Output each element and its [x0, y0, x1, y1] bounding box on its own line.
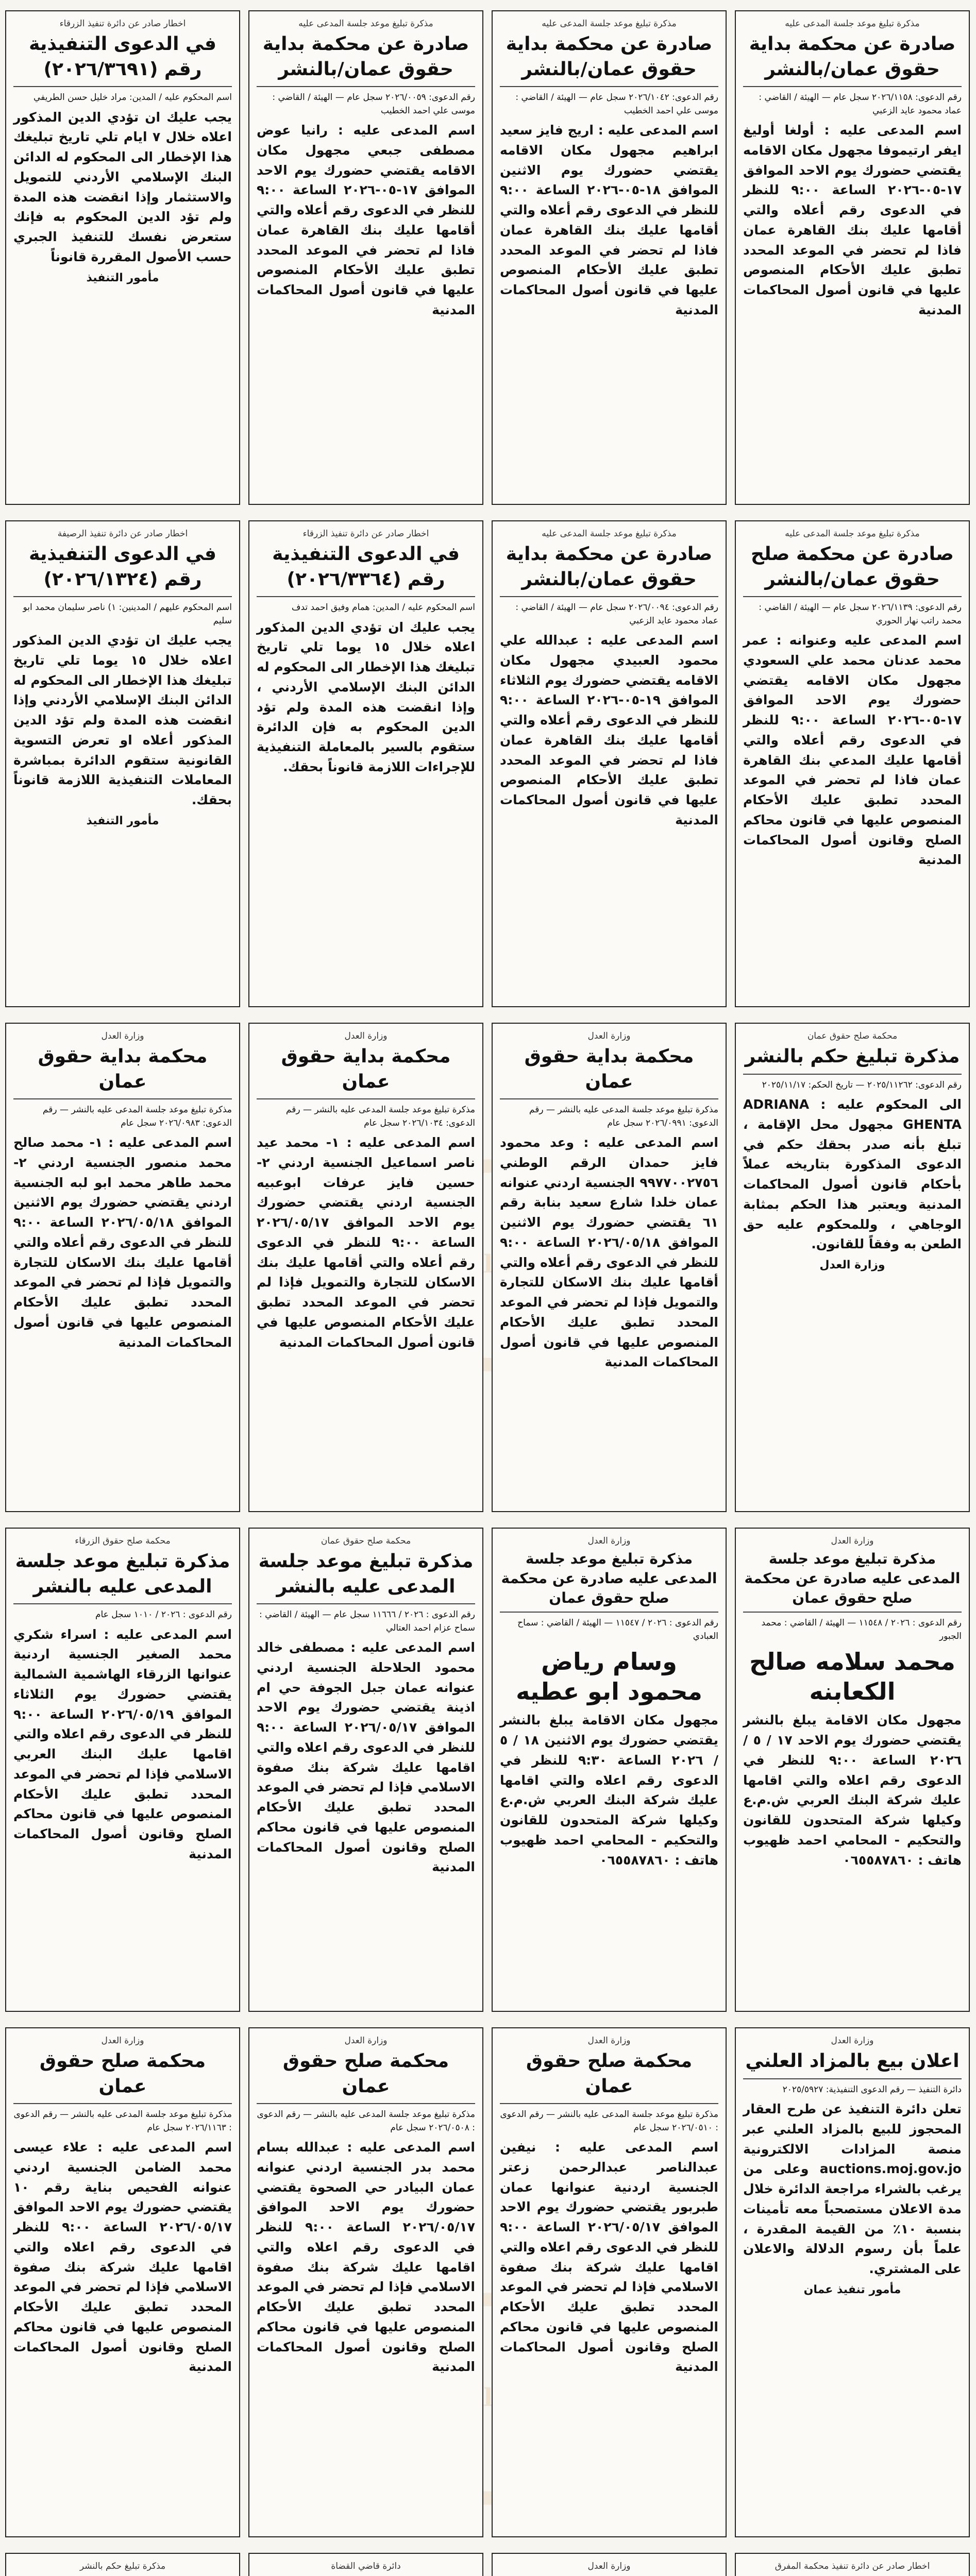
notice-body: يجب عليك ان تؤدي الدين المذكور اعلاه خلال ١٥ يوما تلي تاريخ تبليغك هذا الإخطار الى المحكوم له الدائن البنك الإسلامي الأردني وإذا انقضت هذه المدة ولم تؤد الدين المذكور أعلاه او تعرض التسوية القانونية ستقوم الدائرة بمباشرة المعاملات التنفيذية اللازمة قانوناً بحقك.: [13, 633, 232, 808]
notice-header: محكمة صلح حقوق الزرقاء: [75, 1536, 171, 1546]
notice-header: وزارة العدل: [344, 2036, 388, 2046]
divider: [743, 1074, 962, 1075]
legal-notice: [5, 1528, 240, 2012]
legal-notice: [248, 2553, 483, 2576]
notice-title: صادرة عن محكمة بداية حقوق عمان/بالنشر: [749, 33, 956, 80]
notice-header: وزارة العدل: [587, 2036, 631, 2046]
notice-body: اسم المدعى عليه : علاء عيسى محمد الضامن الجنسية اردني عنوانه الفحيص بناية رقم ١٠ يقتضي حضورك يوم الاحد الموافق ٢٠٢٦/٠٥/١٧ الساعة ٩:٠٠ للنظر في الدعوى رقم اعلاه والتي اقامها عليك شركة بنك صفوة الاسلامي فإذا لم تحضر في الموعد المحدد تطبق عليك الأحكام المنصوص عليها في قانون محاكم الصلح وقانون أصول المحاكمات المدنية: [13, 2140, 232, 2375]
notice-signature: مأمور تنفيذ عمان: [803, 2283, 901, 2296]
notice-title: محكمة صلح حقوق عمان: [526, 2050, 693, 2097]
legal-notice: [492, 1528, 727, 2012]
divider: [743, 1612, 962, 1613]
legal-notice: [248, 520, 483, 1007]
divider: [257, 2103, 475, 2104]
divider: [500, 2103, 718, 2104]
notice-title: مذكرة تبليغ موعد جلسة المدعى عليه صادرة عن محكمة صلح حقوق عمان: [501, 1550, 717, 1606]
notice-header: وزارة العدل: [587, 2561, 631, 2571]
legal-notice: [492, 2027, 727, 2537]
notice-body: يجب عليك ان تؤدي الدين المذكور اعلاه خلال ١٥ يوما تلي تاريخ تبليغك هذا الإخطار الى المحكوم له الدائن البنك الإسلامي الأردني ، وإذا انقضت هذه المدة ولم تؤد الدين المحكوم به فإن الدائرة ستقوم بالسير بالمعاملة التنفيذية للإجراءات اللازمة قانوناً بحقك.: [257, 619, 475, 774]
notice-title: مذكرة تبليغ موعد جلسة المدعى عليه صادرة عن محكمة صلح حقوق عمان: [744, 1550, 961, 1606]
legal-notice: [735, 1528, 970, 2012]
case-meta: رقم الدعوى : ٢٠٢٦ / ١١٦٦٦ سجل عام — الهيئة / القاضي : سماح عزام احمد العتالي: [259, 1609, 475, 1633]
case-meta: مذكرة تبليغ موعد جلسة المدعى عليه بالنشر — رقم الدعوى : ٢٠٢٦/٠٥٠٨ سجل عام: [257, 2109, 475, 2133]
case-meta: مذكرة تبليغ موعد جلسة المدعى عليه بالنشر — رقم الدعوى: ٢٠٢٦/١٠٣٤ سجل عام: [285, 1105, 475, 1128]
notice-title: صادرة عن محكمة بداية حقوق عمان/بالنشر: [506, 33, 713, 80]
notice-body: يجب عليك ان تؤدي الدين المذكور اعلاه خلال ٧ ايام تلي تاريخ تبليغك هذا الإخطار الى المحكوم له الدائن البنك الإسلامي الأردني للتمويل والاستثمار وإذا انقضت هذه المدة ولم تؤد الدين المحكوم به فإنك ستعرض نفسك للتنفيذ الجبري حسب الأصول المقررة قانوناً: [13, 109, 232, 264]
divider: [13, 1098, 232, 1099]
notice-row: [0, 1528, 976, 2012]
notice-header: وزارة العدل: [101, 2036, 144, 2046]
legal-notice: [5, 2027, 240, 2537]
legal-notice: [5, 520, 240, 1007]
legal-notice: [248, 1528, 483, 2012]
divider: [500, 86, 718, 87]
divider: [257, 1603, 475, 1604]
legal-notice: [735, 2553, 970, 2576]
divider: [500, 1098, 718, 1099]
notice-title: محكمة بداية حقوق عمان: [281, 1046, 451, 1092]
notice-title: في الدعوى التنفيذية رقم (٢٠٢٦/٣٣٦٤): [272, 544, 460, 590]
case-meta: اسم المحكوم عليه / المدين: همام وفيق احمد تدف: [291, 602, 475, 613]
case-meta: رقم الدعوى: ٢٠٢٦/١١٥٨ سجل عام — الهيئة / القاضي : عماد محمود عايد الزعبي: [759, 92, 962, 116]
notice-title: صادرة عن محكمة صلح حقوق عمان/بالنشر: [751, 544, 954, 590]
notice-header: محكمة صلح حقوق عمان: [321, 1536, 411, 1546]
legal-notice: [735, 520, 970, 1007]
legal-notice: [735, 10, 970, 505]
legal-notice: [735, 1023, 970, 1512]
notice-header: مذكرة تبليغ موعد جلسة المدعى عليه: [542, 529, 677, 539]
notice-body: مجهول مكان الاقامة يبلغ بالنشر يقتضي حضورك يوم الاثنين ١٨ / ٥ / ٢٠٢٦ الساعة ٩:٣٠ للنظر في الدعوى رقم اعلاه والتي اقامها عليك شركة البنك العربي ش.م.ع وكيلها شركة المتحدون للقانون والتحكيم - المحامي احمد ظهيوب هاتف : ٠٦٥٥٨٧٨٦٠: [500, 1713, 719, 1868]
notice-body: تعلن دائرة التنفيذ عن طرح العقار المحجوز للبيع بالمزاد العلني عبر منصة المزادات الالكترونية auctions.moj.gov.jo وعلى من يرغب بالشراء مراجعة الدائرة خلال مدة الاعلان مستصحباً معه تأمينات بنسبة ١٠٪ من القيمة المقدرة ، علماً بأن رسوم الدلالة والاعلان على المشتري.: [743, 2102, 962, 2277]
notice-body: اسم المدعى عليه : ١- محمد صالح محمد منصور الجنسية اردني ٢- محمد طاهر محمد ابو لبه الجنسية اردني يقتضي حضورك يوم الاثنين الموافق ٢٠٢٦/٠٥/١٨ الساعة ٩:٠٠ للنظر في الدعوى رقم أعلاه والتي أقامها عليك بنك الاسكان للتجارة والتمويل فإذا لم تحضر في الموعد المحدد تطبق عليك الأحكام المنصوص عليها في قانون أصول المحاكمات المدنية: [13, 1135, 232, 1350]
case-meta: رقم الدعوى: ٢٠٢٦/٠٠٩٤ سجل عام — الهيئة / القاضي : عماد محمود عايد الزعبي: [515, 602, 718, 626]
legal-notice: [248, 2027, 483, 2537]
legal-notice: [248, 10, 483, 505]
legal-notice: [5, 1023, 240, 1512]
notice-body: اسم المدعى عليه : ١- محمد عيد ناصر اسماعيل الجنسية اردني ٢- حسين فايز عرفات ابوعبيه الجنسية اردني يقتضي حضورك يوم الاحد الموافق ٢٠٢٦/٠٥/١٧ الساعة ٩:٠٠ للنظر في الدعوى رقم أعلاه والتي أقامها عليك بنك الاسكان للتجارة والتمويل فإذا لم تحضر في الموعد المحدد تطبق عليك الأحكام المنصوص عليها في قانون أصول المحاكمات المدنية: [257, 1135, 475, 1350]
notice-header: وزارة العدل: [587, 1536, 631, 1546]
legal-notice: [5, 10, 240, 505]
notice-row: [0, 2027, 976, 2537]
notice-header: مذكرة تبليغ موعد جلسة المدعى عليه: [785, 19, 920, 29]
divider: [257, 1098, 475, 1099]
divider: [500, 596, 718, 597]
case-meta: رقم الدعوى : ٢٠٢٦ / ١٠١٠ سجل عام: [95, 1609, 232, 1620]
divider: [257, 596, 475, 597]
notice-title: في الدعوى التنفيذية رقم (٢٠٢٦/١٣٢٤): [29, 544, 216, 590]
case-meta: رقم الدعوى: ٢٠٢٦/١٠٤٢ سجل عام — الهيئة / القاضي : موسى علي احمد الخطيب: [515, 92, 718, 116]
defendant-name: محمد سلامه صالح الكعابنه: [749, 1648, 955, 1705]
notice-header: مذكرة تبليغ حكم بالنشر: [79, 2561, 166, 2571]
notice-title: صادرة عن محكمة بداية حقوق عمان/بالنشر: [506, 544, 713, 590]
notice-signature: وزارة العدل: [819, 1259, 885, 1272]
notice-row: [0, 1023, 976, 1512]
divider: [500, 1612, 718, 1613]
notice-title: في الدعوى التنفيذية رقم (٢٠٢٦/٣٦٩١): [29, 33, 216, 80]
legal-notice: [735, 2027, 970, 2537]
notice-header: اخطار صادر عن دائرة تنفيذ الزرقاء: [302, 529, 429, 539]
notice-signature: مأمور التنفيذ: [86, 271, 159, 284]
notice-body: اسم المدعى عليه : وعد محمود فايز حمدان الرقم الوطني ٩٩٧٧٠٠٢٧٥٦ الجنسية اردني عنوانه عمان خلدا شارع سعيد بنابة رقم ٦١ يقتضي حضورك يوم الاثنين الموافق ٢٠٢٦/٠٥/١٨ الساعة ٩:٠٠ للنظر في الدعوى رقم أعلاه والتي أقامها عليك بنك الاسكان للتجارة والتمويل فإذا لم تحضر في الموعد المحدد تطبق عليك الأحكام المنصوص عليها في قانون أصول المحاكمات المدنية: [500, 1135, 718, 1370]
notice-header: مذكرة تبليغ موعد جلسة المدعى عليه: [298, 19, 433, 29]
case-meta: رقم الدعوى: ٢٠٢٦/٠٠٥٩ سجل عام — الهيئة / القاضي : موسى علي احمد الخطيب: [272, 92, 475, 116]
notice-body: اسم المدعى عليه : مصطفى خالد محمود الحلاحلة الجنسية اردني عنوانه عمان جبل الجوفة حي ام اذينة يقتضي حضورك يوم الاحد الموافق ٢٠٢٦/٠٥/١٧ الساعة ٩:٠٠ للنظر في الدعوى رقم اعلاه والتي اقامها عليك شركة بنك صفوة الاسلامي فإذا لم تحضر في الموعد المحدد تطبق عليك الأحكام المنصوص عليها في قانون محاكم الصلح وقانون أصول المحاكمات المدنية: [257, 1640, 475, 1875]
notice-header: وزارة العدل: [344, 1031, 388, 1041]
divider: [13, 1603, 232, 1604]
legal-notice: [5, 2553, 240, 2576]
legal-notice: [492, 2553, 727, 2576]
notice-header: اخطار صادر عن دائرة تنفيذ الرصيفة: [57, 529, 188, 539]
notice-header: وزارة العدل: [831, 1536, 874, 1546]
notice-title: محكمة صلح حقوق عمان: [39, 2050, 206, 2097]
legal-notice: [492, 10, 727, 505]
divider: [13, 596, 232, 597]
divider: [13, 2103, 232, 2104]
notice-row: [0, 520, 976, 1007]
notice-row: [0, 2553, 976, 2576]
notice-header: دائرة قاضي القضاة: [331, 2561, 401, 2571]
notice-header: محكمة صلح حقوق عمان: [807, 1031, 898, 1041]
legal-notice: [492, 520, 727, 1007]
notice-body: مجهول مكان الاقامة يبلغ بالنشر يقتضي حضورك يوم الاحد ١٧ / ٥ / ٢٠٢٦ الساعة ٩:٠٠ للنظر في الدعوى رقم اعلاه والتي اقامها عليك شركة البنك العربي ش.م.ع وكيلها شركة المتحدون للقانون والتحكيم - المحامي احمد ظهيوب هاتف : ٠٦٥٥٨٧٨٦٠: [743, 1713, 962, 1868]
case-meta: رقم الدعوى: ٢٠٢٦/١١٣٩ سجل عام — الهيئة / القاضي : محمد راتب نهار الحوري: [759, 602, 962, 626]
notice-title: محكمة بداية حقوق عمان: [524, 1046, 694, 1092]
notice-header: وزارة العدل: [831, 2036, 874, 2046]
notice-title: محكمة بداية حقوق عمان: [38, 1046, 208, 1092]
notice-body: اسم المدعى عليه : اسراء شكري محمد الصغير الجنسية اردنية عنوانها الزرقاء الهاشمية الشمالية يقتضي حضورك يوم الثلاثاء الموافق ٢٠٢٦/٠٥/١٩ الساعة ٩:٠٠ للنظر في الدعوى رقم اعلاه والتي اقامها عليك البنك العربي الاسلامي فإذا لم تحضر في الموعد المحدد تطبق عليك الأحكام المنصوص عليها في قانون محاكم الصلح وقانون أصول المحاكمات المدنية: [13, 1626, 232, 1861]
case-meta: دائرة التنفيذ — رقم الدعوى التنفيذية: ٢٠٢٥/٥٩٢٧: [782, 2084, 962, 2095]
notice-title: مذكرة تبليغ موعد جلسة المدعى عليه بالنشر: [258, 1551, 474, 1597]
notice-title: مذكرة تبليغ موعد جلسة المدعى عليه بالنشر: [15, 1551, 230, 1597]
notice-body: الى المحكوم عليه : ADRIANA GHENTA مجهول محل الإقامة ، تبلغ بأنه صدر بحقك حكم في الدعوى المذكورة بتاريخه عملاً بأحكام قانون أصول المحاكمات المدنية ويعتبر هذا الحكم بمثابة الوجاهي ، وللمحكوم عليه حق الطعن به وفقاً للقانون.: [743, 1097, 962, 1252]
notice-header: اخطار صادر عن دائرة تنفيذ الزرقاء: [59, 19, 186, 29]
legal-notice: [492, 1023, 727, 1512]
notice-header: مذكرة تبليغ موعد جلسة المدعى عليه: [785, 529, 920, 539]
case-meta: اسم المحكوم عليهم / المدينين: ١) ناصر سليمان محمد ابو سليم: [23, 602, 232, 626]
case-meta: رقم الدعوى : ٢٠٢٦ / ١١٥٤٧ — الهيئة / القاضي : سماح العبادي: [517, 1618, 718, 1641]
divider: [743, 2078, 962, 2079]
defendant-name: وسام رياض محمود ابو عطيه: [516, 1648, 702, 1705]
case-meta: رقم الدعوى: ٢٠٢٥/١١٢٦٢ — تاريخ الحكم: ٢٠٢٥/١١/١٧: [762, 1079, 962, 1090]
notice-title: مذكرة تبليغ حكم بالنشر: [745, 1046, 960, 1067]
notice-header: اخطار صادر عن دائرة تنفيذ محكمة المفرق: [775, 2561, 930, 2571]
case-meta: مذكرة تبليغ موعد جلسة المدعى عليه بالنشر — رقم الدعوى : ٢٠٢٦/١١٦٣ سجل عام: [13, 2109, 232, 2133]
legal-notice: [248, 1023, 483, 1512]
divider: [257, 86, 475, 87]
case-meta: اسم المحكوم عليه / المدين: مراد خليل حسن الطريفي: [33, 92, 232, 103]
notice-body: اسم المدعى عليه : رانيا عوض مصطفى جبعي مجهول مكان الاقامه يقتضي حضورك يوم الاحد الموافق ١٧-٠٥-٢٠٢٦ الساعة ٩:٠٠ للنظر في الدعوى رقم أعلاه والتي أقامها عليك بنك القاهرة عمان فاذا لم تحضر في الموعد المحدد تطبق عليك الأحكام المنصوص عليها في قانون أصول المحاكمات المدنية: [257, 123, 475, 317]
notice-header: وزارة العدل: [101, 1031, 144, 1041]
notice-header: وزارة العدل: [587, 1031, 631, 1041]
divider: [743, 596, 962, 597]
notice-header: مذكرة تبليغ موعد جلسة المدعى عليه: [542, 19, 677, 29]
notice-body: اسم المدعى عليه : عبدالله علي محمود العبيدي مجهول مكان الاقامه يقتضي حضورك يوم الثلاثاء الموافق ١٩-٠٥-٢٠٢٦ الساعة ٩:٠٠ للنظر في الدعوى رقم أعلاه والتي أقامها عليك بنك القاهرة عمان فاذا لم تحضر في الموعد المحدد تطبق عليك الأحكام المنصوص عليها في قانون أصول المحاكمات المدنية: [500, 633, 718, 827]
notice-title: محكمة صلح حقوق عمان: [282, 2050, 449, 2097]
case-meta: مذكرة تبليغ موعد جلسة المدعى عليه بالنشر — رقم الدعوى: ٢٠٢٦/٠٩٩١ سجل عام: [529, 1105, 718, 1128]
notice-row: [0, 10, 976, 505]
notice-signature: مأمور التنفيذ: [86, 814, 159, 827]
case-meta: مذكرة تبليغ موعد جلسة المدعى عليه بالنشر — رقم الدعوى: ٢٠٢٦/٠٩٨٣ سجل عام: [42, 1105, 232, 1128]
notice-body: اسم المدعى عليه : اريج فايز سعيد ابراهيم مجهول مكان الاقامه يقتضي حضورك يوم الاثنين الموافق ١٨-٠٥-٢٠٢٦ الساعة ٩:٠٠ للنظر في الدعوى رقم أعلاه والتي أقامها عليك بنك القاهرة عمان فاذا لم تحضر في الموعد المحدد تطبق عليك الأحكام المنصوص عليها في قانون أصول المحاكمات المدنية: [500, 123, 718, 317]
notice-body: اسم المدعى عليه وعنوانه : عمر محمد عدنان محمد علي السعودي مجهول مكان الاقامه يقتضي حضورك يوم الاحد الموافق ١٧-٠٥-٢٠٢٦ الساعة ٩:٠٠ للنظر في الدعوى رقم أعلاه والتي أقامها عليك المدعي بنك القاهرة عمان فاذا لم تحضر في الموعد المحدد تطبق عليك الأحكام المنصوص عليها في قانون محاكم الصلح وقانون أصول المحاكمات المدنية: [743, 633, 962, 868]
notice-body: اسم المدعى عليه : نيفين عبدالناصر عبدالرحمن زعتر الجنسية اردنية عنوانها عمان طبربور يقتضي حضورك يوم الاحد الموافق ٢٠٢٦/٠٥/١٧ الساعة ٩:٠٠ للنظر في الدعوى رقم اعلاه والتي اقامها عليك شركة بنك صفوة الاسلامي فإذا لم تحضر في الموعد المحدد تطبق عليك الأحكام المنصوص عليها في قانون محاكم الصلح وقانون أصول المحاكمات المدنية: [500, 2140, 718, 2375]
notice-title: صادرة عن محكمة بداية حقوق عمان/بالنشر: [262, 33, 469, 80]
divider: [743, 86, 962, 87]
case-meta: رقم الدعوى : ٢٠٢٦ / ١١٥٤٨ — الهيئة / القاضي : محمد الجبور: [761, 1618, 962, 1641]
case-meta: مذكرة تبليغ موعد جلسة المدعى عليه بالنشر — رقم الدعوى : ٢٠٢٦/٠٥١٠ سجل عام: [500, 2109, 718, 2133]
divider: [13, 86, 232, 87]
notice-body: اسم المدعى عليه : أولغا أوليغ ايفر ارتيموفا مجهول مكان الاقامه يقتضي حضورك يوم الاحد الموافق ١٧-٠٥-٢٠٢٦ الساعة ٩:٠٠ للنظر في الدعوى رقم أعلاه والتي أقامها عليك بنك القاهرة عمان فاذا لم تحضر في الموعد المحدد تطبق عليك الأحكام المنصوص عليها في قانون أصول المحاكمات المدنية: [743, 123, 962, 317]
notice-title: اعلان بيع بالمزاد العلني: [745, 2050, 960, 2072]
notice-body: اسم المدعى عليه : عبدالله بسام محمد بدر الجنسية اردني عنوانه عمان البيادر حي الصحوة يقتضي حضورك يوم الاحد الموافق ٢٠٢٦/٠٥/١٧ الساعة ٩:٠٠ للنظر في الدعوى رقم اعلاه والتي اقامها عليك شركة بنك صفوة الاسلامي فإذا لم تحضر في الموعد المحدد تطبق عليك الأحكام المنصوص عليها في قانون محاكم الصلح وقانون أصول المحاكمات المدنية: [257, 2140, 476, 2375]
